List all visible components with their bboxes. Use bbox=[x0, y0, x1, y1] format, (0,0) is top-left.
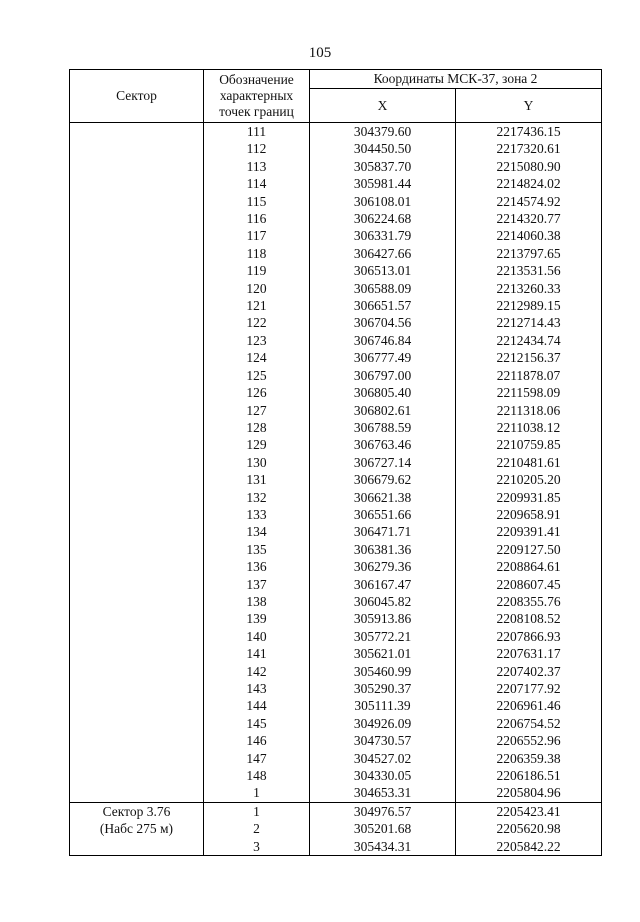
point-id-cell: 147 bbox=[204, 750, 310, 767]
point-id-cell: 3 bbox=[204, 838, 310, 856]
point-id-cell: 135 bbox=[204, 541, 310, 558]
y-coordinate-cell: 2211598.09 bbox=[456, 384, 602, 401]
point-id-cell: 117 bbox=[204, 227, 310, 244]
x-coordinate-cell: 306797.00 bbox=[310, 367, 456, 384]
y-coordinate-cell: 2206186.51 bbox=[456, 767, 602, 784]
x-coordinate-cell: 306224.68 bbox=[310, 210, 456, 227]
x-coordinate-cell: 304976.57 bbox=[310, 802, 456, 820]
point-id-cell: 142 bbox=[204, 663, 310, 680]
y-coordinate-cell: 2210205.20 bbox=[456, 471, 602, 488]
table-row bbox=[70, 123, 602, 141]
y-coordinate-cell: 2206552.96 bbox=[456, 732, 602, 749]
x-coordinate-cell: 306279.36 bbox=[310, 558, 456, 575]
y-coordinate-cell: 2214320.77 bbox=[456, 210, 602, 227]
y-coordinate-cell: 2213531.56 bbox=[456, 262, 602, 279]
x-coordinate-cell: 304450.50 bbox=[310, 140, 456, 157]
y-coordinate-cell: 2209658.91 bbox=[456, 506, 602, 523]
x-coordinate-cell: 306727.14 bbox=[310, 454, 456, 471]
x-coordinate-cell: 306746.84 bbox=[310, 332, 456, 349]
y-coordinate-cell: 2213797.65 bbox=[456, 245, 602, 262]
y-coordinate-cell: 2205620.98 bbox=[456, 820, 602, 837]
point-id-cell: 112 bbox=[204, 140, 310, 157]
point-id-cell: 129 bbox=[204, 436, 310, 453]
x-coordinate-cell: 304527.02 bbox=[310, 750, 456, 767]
y-coordinate-cell: 2217436.15 bbox=[456, 123, 602, 141]
y-coordinate-cell: 2205423.41 bbox=[456, 802, 602, 820]
y-coordinate-cell: 2207177.92 bbox=[456, 680, 602, 697]
y-coordinate-cell: 2208607.45 bbox=[456, 576, 602, 593]
x-coordinate-cell: 304926.09 bbox=[310, 715, 456, 732]
x-coordinate-cell: 306331.79 bbox=[310, 227, 456, 244]
point-id-cell: 2 bbox=[204, 820, 310, 837]
x-coordinate-cell: 305201.68 bbox=[310, 820, 456, 837]
x-coordinate-cell: 304379.60 bbox=[310, 123, 456, 141]
header-sector: Сектор bbox=[70, 70, 204, 123]
point-id-cell: 1 bbox=[204, 784, 310, 802]
point-id-cell: 145 bbox=[204, 715, 310, 732]
point-id-cell: 146 bbox=[204, 732, 310, 749]
x-coordinate-cell: 306704.56 bbox=[310, 314, 456, 331]
y-coordinate-cell: 2207866.93 bbox=[456, 628, 602, 645]
point-id-cell: 143 bbox=[204, 680, 310, 697]
page-number: 105 bbox=[308, 45, 332, 61]
x-coordinate-cell: 305621.01 bbox=[310, 645, 456, 662]
coordinates-table bbox=[69, 69, 602, 856]
header-designation bbox=[204, 70, 310, 123]
point-id-cell: 131 bbox=[204, 471, 310, 488]
x-coordinate-cell: 305772.21 bbox=[310, 628, 456, 645]
sector-cell bbox=[70, 123, 204, 803]
y-coordinate-cell: 2205842.22 bbox=[456, 838, 602, 856]
y-coordinate-cell: 2208108.52 bbox=[456, 610, 602, 627]
y-coordinate-cell: 2211318.06 bbox=[456, 402, 602, 419]
point-id-cell: 132 bbox=[204, 489, 310, 506]
x-coordinate-cell: 306763.46 bbox=[310, 436, 456, 453]
x-coordinate-cell: 306471.71 bbox=[310, 523, 456, 540]
x-coordinate-cell: 306621.38 bbox=[310, 489, 456, 506]
x-coordinate-cell: 304730.57 bbox=[310, 732, 456, 749]
point-id-cell: 114 bbox=[204, 175, 310, 192]
point-id-cell: 139 bbox=[204, 610, 310, 627]
header-designation-line: характерных bbox=[219, 88, 294, 103]
y-coordinate-cell: 2210759.85 bbox=[456, 436, 602, 453]
point-id-cell: 126 bbox=[204, 384, 310, 401]
y-coordinate-cell: 2212434.74 bbox=[456, 332, 602, 349]
x-coordinate-cell: 305913.86 bbox=[310, 610, 456, 627]
y-coordinate-cell: 2206359.38 bbox=[456, 750, 602, 767]
y-coordinate-cell: 2207402.37 bbox=[456, 663, 602, 680]
point-id-cell: 133 bbox=[204, 506, 310, 523]
x-coordinate-cell: 306045.82 bbox=[310, 593, 456, 610]
point-id-cell: 136 bbox=[204, 558, 310, 575]
point-id-cell: 120 bbox=[204, 280, 310, 297]
point-id-cell: 113 bbox=[204, 158, 310, 175]
point-id-cell: 138 bbox=[204, 593, 310, 610]
point-id-cell: 128 bbox=[204, 419, 310, 436]
y-coordinate-cell: 2212989.15 bbox=[456, 297, 602, 314]
point-id-cell: 119 bbox=[204, 262, 310, 279]
y-coordinate-cell: 2209127.50 bbox=[456, 541, 602, 558]
y-coordinate-cell: 2206961.46 bbox=[456, 697, 602, 714]
y-coordinate-cell: 2214824.02 bbox=[456, 175, 602, 192]
x-coordinate-cell: 306513.01 bbox=[310, 262, 456, 279]
point-id-cell: 137 bbox=[204, 576, 310, 593]
point-id-cell: 122 bbox=[204, 314, 310, 331]
y-coordinate-cell: 2209931.85 bbox=[456, 489, 602, 506]
point-id-cell: 141 bbox=[204, 645, 310, 662]
y-coordinate-cell: 2209391.41 bbox=[456, 523, 602, 540]
sector-cell bbox=[70, 802, 204, 855]
x-coordinate-cell: 305837.70 bbox=[310, 158, 456, 175]
y-coordinate-cell: 2208864.61 bbox=[456, 558, 602, 575]
y-coordinate-cell: 2215080.90 bbox=[456, 158, 602, 175]
y-coordinate-cell: 2213260.33 bbox=[456, 280, 602, 297]
y-coordinate-cell: 2214060.38 bbox=[456, 227, 602, 244]
point-id-cell: 1 bbox=[204, 802, 310, 820]
point-id-cell: 116 bbox=[204, 210, 310, 227]
y-coordinate-cell: 2212156.37 bbox=[456, 349, 602, 366]
x-coordinate-cell: 306551.66 bbox=[310, 506, 456, 523]
x-coordinate-cell: 306381.36 bbox=[310, 541, 456, 558]
header-designation-line: Обозначение bbox=[219, 72, 294, 87]
x-coordinate-cell: 305981.44 bbox=[310, 175, 456, 192]
y-coordinate-cell: 2212714.43 bbox=[456, 314, 602, 331]
point-id-cell: 148 bbox=[204, 767, 310, 784]
x-coordinate-cell: 305290.37 bbox=[310, 680, 456, 697]
point-id-cell: 134 bbox=[204, 523, 310, 540]
point-id-cell: 130 bbox=[204, 454, 310, 471]
point-id-cell: 125 bbox=[204, 367, 310, 384]
point-id-cell: 118 bbox=[204, 245, 310, 262]
table-row bbox=[70, 802, 602, 820]
x-coordinate-cell: 306679.62 bbox=[310, 471, 456, 488]
x-coordinate-cell: 305434.31 bbox=[310, 838, 456, 856]
header-designation-line: точек границ bbox=[219, 104, 294, 119]
x-coordinate-cell: 306805.40 bbox=[310, 384, 456, 401]
x-coordinate-cell: 306802.61 bbox=[310, 402, 456, 419]
point-id-cell: 121 bbox=[204, 297, 310, 314]
y-coordinate-cell: 2214574.92 bbox=[456, 193, 602, 210]
point-id-cell: 111 bbox=[204, 123, 310, 141]
x-coordinate-cell: 304330.05 bbox=[310, 767, 456, 784]
x-coordinate-cell: 306427.66 bbox=[310, 245, 456, 262]
y-coordinate-cell: 2217320.61 bbox=[456, 140, 602, 157]
x-coordinate-cell: 305460.99 bbox=[310, 663, 456, 680]
x-coordinate-cell: 306588.09 bbox=[310, 280, 456, 297]
x-coordinate-cell: 306788.59 bbox=[310, 419, 456, 436]
y-coordinate-cell: 2211038.12 bbox=[456, 419, 602, 436]
y-coordinate-cell: 2207631.17 bbox=[456, 645, 602, 662]
x-coordinate-cell: 304653.31 bbox=[310, 784, 456, 802]
sector-label-line: (Набс 275 м) bbox=[99, 821, 174, 837]
x-coordinate-cell: 305111.39 bbox=[310, 697, 456, 714]
x-coordinate-cell: 306108.01 bbox=[310, 193, 456, 210]
x-coordinate-cell: 306651.57 bbox=[310, 297, 456, 314]
point-id-cell: 140 bbox=[204, 628, 310, 645]
point-id-cell: 144 bbox=[204, 697, 310, 714]
header-y: Y bbox=[456, 89, 602, 123]
header-x: X bbox=[310, 89, 456, 123]
y-coordinate-cell: 2211878.07 bbox=[456, 367, 602, 384]
point-id-cell: 115 bbox=[204, 193, 310, 210]
y-coordinate-cell: 2208355.76 bbox=[456, 593, 602, 610]
y-coordinate-cell: 2205804.96 bbox=[456, 784, 602, 802]
x-coordinate-cell: 306167.47 bbox=[310, 576, 456, 593]
x-coordinate-cell: 306777.49 bbox=[310, 349, 456, 366]
y-coordinate-cell: 2206754.52 bbox=[456, 715, 602, 732]
sector-label-line: Сектор 3.76 bbox=[102, 803, 171, 819]
point-id-cell: 127 bbox=[204, 402, 310, 419]
point-id-cell: 124 bbox=[204, 349, 310, 366]
y-coordinate-cell: 2210481.61 bbox=[456, 454, 602, 471]
header-coordinates: Координаты МСК-37, зона 2 bbox=[310, 70, 602, 89]
point-id-cell: 123 bbox=[204, 332, 310, 349]
